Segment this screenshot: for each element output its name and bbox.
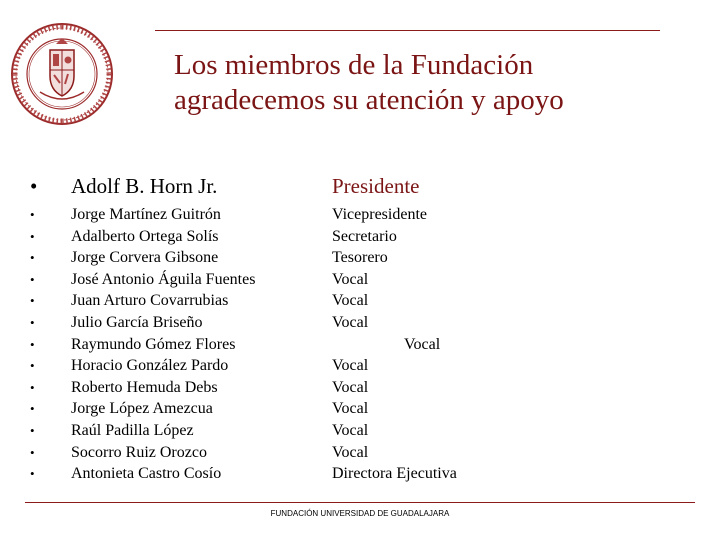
title-line-1: Los miembros de la Fundación xyxy=(174,49,534,81)
member-name: Antonieta Castro Cosío xyxy=(71,465,222,483)
list-item xyxy=(30,226,690,248)
lead-member-role: Presidente xyxy=(332,174,420,198)
bullet: • xyxy=(30,444,35,460)
list-item xyxy=(30,442,690,464)
member-name: Jorge Corvera Gibsone xyxy=(71,249,219,267)
member-name: Julio García Briseño xyxy=(71,313,203,331)
member-role: Vicepresidente xyxy=(332,206,427,223)
member-role: Secretario xyxy=(332,227,397,245)
member-role: Vocal xyxy=(332,378,369,396)
bullet: • xyxy=(30,293,35,309)
bullet: • xyxy=(30,466,35,482)
member-name: José Antonio Águila Fuentes xyxy=(71,270,256,288)
member-list xyxy=(30,204,690,485)
bullet: • xyxy=(30,379,35,395)
member-role: Vocal xyxy=(332,443,369,461)
member-role: Vocal xyxy=(332,421,369,439)
member-name: Adalberto Ortega Solís xyxy=(71,227,219,245)
title-line-2: agradecemos su atención y apoyo xyxy=(174,84,564,116)
list-item xyxy=(30,377,690,399)
bullet: • xyxy=(30,358,35,374)
member-role: Vocal xyxy=(332,357,369,375)
list-item xyxy=(30,269,690,291)
footer-text: FUNDACIÓN UNIVERSIDAD DE GUADALAJARA xyxy=(270,509,450,518)
bullet: • xyxy=(30,401,35,417)
member-name: Raúl Padilla López xyxy=(71,421,194,439)
member-name: Roberto Hemuda Debs xyxy=(71,378,218,396)
bottom-divider xyxy=(25,502,695,503)
member-role: Directora Ejecutiva xyxy=(332,465,457,483)
list-item xyxy=(30,290,690,312)
bullet: • xyxy=(30,174,38,198)
bullet: • xyxy=(30,271,35,287)
member-role: Vocal xyxy=(332,270,369,288)
university-seal-icon xyxy=(10,22,114,126)
page-title xyxy=(174,48,694,118)
list-item xyxy=(30,398,690,420)
bullet: • xyxy=(30,422,35,438)
bullet: • xyxy=(30,250,35,266)
member-role: Vocal xyxy=(332,292,369,310)
bullet: • xyxy=(30,314,35,330)
lead-member-row xyxy=(30,174,690,202)
member-role: Vocal xyxy=(332,400,369,418)
bullet: • xyxy=(30,207,35,222)
list-item xyxy=(30,204,690,226)
member-name: Raymundo Gómez Flores xyxy=(71,335,236,353)
list-item xyxy=(30,355,690,377)
list-item xyxy=(30,334,690,356)
list-item xyxy=(30,420,690,442)
member-name: Jorge Martínez Guitrón xyxy=(71,206,221,223)
member-role: Tesorero xyxy=(332,249,388,267)
list-item xyxy=(30,463,690,485)
member-name: Horacio González Pardo xyxy=(71,357,229,375)
member-name: Jorge López Amezcua xyxy=(71,400,213,418)
member-name: Juan Arturo Covarrubias xyxy=(71,292,229,310)
list-item xyxy=(30,312,690,334)
member-name: Socorro Ruiz Orozco xyxy=(71,443,207,461)
lead-member-name: Adolf B. Horn Jr. xyxy=(71,174,218,198)
bullet: • xyxy=(30,228,35,244)
list-item xyxy=(30,247,690,269)
member-role: Vocal xyxy=(404,335,441,353)
member-role: Vocal xyxy=(332,313,369,331)
top-divider xyxy=(155,30,660,31)
bullet: • xyxy=(30,336,35,352)
